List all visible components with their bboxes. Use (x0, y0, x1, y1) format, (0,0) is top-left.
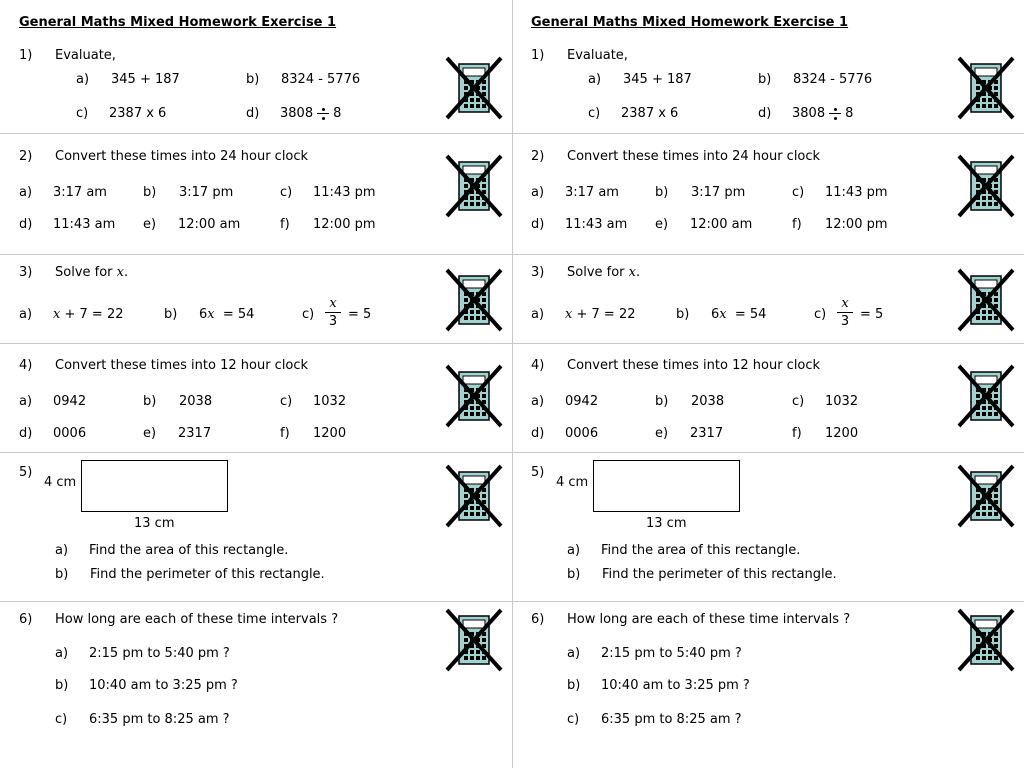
part-d-time: 11:43 am (565, 217, 628, 232)
rectangle-diagram (593, 460, 740, 512)
division-sign-icon (828, 107, 842, 121)
part-f-time: 12:00 pm (313, 217, 376, 232)
question-number: 2) (19, 149, 33, 164)
part-a-time: 0942 (53, 394, 87, 409)
part-b-equation: 6x = 54 (711, 307, 767, 322)
part-b-task: Find the perimeter of this rectangle. (602, 567, 837, 582)
part-b-time: 2038 (691, 394, 725, 409)
part-a-equation: x + 7 = 22 (53, 307, 124, 322)
part-label: d) (758, 106, 772, 121)
part-label: a) (55, 543, 69, 558)
part-c-expression: 2387 x 6 (621, 106, 679, 121)
part-label: e) (143, 426, 157, 441)
part-b-time: 3:17 pm (691, 185, 746, 200)
fraction-bar (325, 312, 341, 313)
row-divider (0, 254, 1024, 255)
question-prompt: How long are each of these time intervals ? (567, 612, 851, 627)
part-f-time: 1200 (313, 426, 347, 441)
part-label: d) (246, 106, 260, 121)
part-label: d) (531, 217, 545, 232)
question-number: 5) (531, 465, 545, 480)
part-label: e) (655, 217, 669, 232)
part-label: c) (792, 394, 805, 409)
rectangle-height-label: 4 cm (556, 475, 589, 490)
part-label: e) (143, 217, 157, 232)
part-label: c) (814, 307, 827, 322)
part-c-time: 11:43 pm (825, 185, 888, 200)
question-prompt: Solve for x. (567, 265, 641, 280)
fraction-bar (837, 312, 853, 313)
part-label: b) (55, 678, 69, 693)
question-number: 3) (19, 265, 33, 280)
part-label: b) (655, 394, 669, 409)
numerator: x (841, 296, 849, 311)
part-label: f) (280, 426, 290, 441)
part-a-time: 0942 (565, 394, 599, 409)
rectangle-height-label: 4 cm (44, 475, 77, 490)
part-label: c) (76, 106, 89, 121)
question-number: 4) (19, 358, 33, 373)
no-calculator-icon (443, 608, 505, 672)
part-label: e) (655, 426, 669, 441)
rectangle-diagram (81, 460, 228, 512)
part-a-task: Find the area of this rectangle. (89, 543, 289, 558)
worksheet-right (512, 0, 1024, 768)
no-calculator-icon (955, 268, 1017, 332)
part-label: b) (676, 307, 690, 322)
fraction (325, 296, 341, 329)
part-label: c) (302, 307, 315, 322)
question-number: 5) (19, 465, 33, 480)
part-a-expression: 345 + 187 (623, 72, 692, 87)
no-calculator-icon (955, 608, 1017, 672)
part-label: c) (280, 394, 293, 409)
part-c-time: 1032 (313, 394, 347, 409)
part-label: b) (55, 567, 69, 582)
row-divider (0, 133, 1024, 134)
part-label: a) (531, 185, 545, 200)
part-label: d) (531, 426, 545, 441)
part-label: a) (55, 646, 69, 661)
part-label: b) (758, 72, 772, 87)
question-number: 6) (19, 612, 33, 627)
part-c-equation: = 5 (860, 307, 884, 322)
part-label: b) (246, 72, 260, 87)
question-prompt: Convert these times into 12 hour clock (55, 358, 309, 373)
part-label: b) (567, 678, 581, 693)
question-prompt: Evaluate, (567, 48, 628, 63)
no-calculator-icon (955, 154, 1017, 218)
part-label: d) (19, 217, 33, 232)
rectangle-width-label: 13 cm (646, 516, 687, 531)
part-a-equation: x + 7 = 22 (565, 307, 636, 322)
part-b-interval: 10:40 am to 3:25 pm ? (601, 678, 750, 693)
part-label: a) (567, 543, 581, 558)
question-number: 1) (19, 48, 33, 63)
question-prompt: Evaluate, (55, 48, 116, 63)
question-prompt: How long are each of these time intervals ? (55, 612, 339, 627)
part-label: c) (280, 185, 293, 200)
part-label: a) (19, 185, 33, 200)
part-b-interval: 10:40 am to 3:25 pm ? (89, 678, 238, 693)
part-label: a) (567, 646, 581, 661)
row-divider (0, 343, 1024, 344)
part-c-expression: 2387 x 6 (109, 106, 167, 121)
part-e-time: 12:00 am (690, 217, 753, 232)
worksheet-title: General Maths Mixed Homework Exercise 1 (19, 15, 337, 30)
part-c-interval: 6:35 pm to 8:25 am ? (89, 712, 230, 727)
question-number: 4) (531, 358, 545, 373)
question-prompt: Convert these times into 24 hour clock (567, 149, 821, 164)
part-label: b) (567, 567, 581, 582)
part-label: a) (76, 72, 90, 87)
part-b-time: 2038 (179, 394, 213, 409)
part-d-time: 11:43 am (53, 217, 116, 232)
part-c-interval: 6:35 pm to 8:25 am ? (601, 712, 742, 727)
worksheet-title: General Maths Mixed Homework Exercise 1 (531, 15, 849, 30)
part-e-time: 2317 (178, 426, 212, 441)
numerator: x (329, 296, 337, 311)
part-a-task: Find the area of this rectangle. (601, 543, 801, 558)
part-b-expression: 8324 - 5776 (793, 72, 873, 87)
no-calculator-icon (955, 56, 1017, 120)
fraction (837, 296, 853, 329)
part-label: b) (143, 394, 157, 409)
part-e-time: 12:00 am (178, 217, 241, 232)
part-label: f) (280, 217, 290, 232)
part-d-expression: 3808 8 (280, 106, 342, 121)
part-e-time: 2317 (690, 426, 724, 441)
part-label: c) (567, 712, 580, 727)
part-label: a) (531, 394, 545, 409)
part-label: a) (531, 307, 545, 322)
part-label: c) (588, 106, 601, 121)
no-calculator-icon (443, 154, 505, 218)
part-label: b) (164, 307, 178, 322)
part-f-time: 1200 (825, 426, 859, 441)
no-calculator-icon (443, 56, 505, 120)
part-label: f) (792, 426, 802, 441)
part-c-time: 1032 (825, 394, 859, 409)
part-d-time: 0006 (565, 426, 599, 441)
no-calculator-icon (443, 268, 505, 332)
denominator: 3 (840, 314, 850, 329)
part-c-time: 11:43 pm (313, 185, 376, 200)
part-label: b) (143, 185, 157, 200)
part-a-expression: 345 + 187 (111, 72, 180, 87)
part-d-expression: 3808 8 (792, 106, 854, 121)
part-a-interval: 2:15 pm to 5:40 pm ? (89, 646, 230, 661)
part-f-time: 12:00 pm (825, 217, 888, 232)
part-label: d) (19, 426, 33, 441)
part-label: b) (655, 185, 669, 200)
question-prompt: Solve for x. (55, 265, 129, 280)
part-label: a) (588, 72, 602, 87)
question-number: 6) (531, 612, 545, 627)
part-b-time: 3:17 pm (179, 185, 234, 200)
part-b-task: Find the perimeter of this rectangle. (90, 567, 325, 582)
no-calculator-icon (443, 464, 505, 528)
part-label: a) (19, 307, 33, 322)
part-label: c) (55, 712, 68, 727)
part-label: a) (19, 394, 33, 409)
question-number: 1) (531, 48, 545, 63)
part-label: c) (792, 185, 805, 200)
column-divider (512, 0, 513, 768)
part-a-interval: 2:15 pm to 5:40 pm ? (601, 646, 742, 661)
question-prompt: Convert these times into 24 hour clock (55, 149, 309, 164)
part-b-equation: 6x = 54 (199, 307, 255, 322)
question-prompt: Convert these times into 12 hour clock (567, 358, 821, 373)
part-d-time: 0006 (53, 426, 87, 441)
part-label: f) (792, 217, 802, 232)
no-calculator-icon (955, 364, 1017, 428)
question-number: 3) (531, 265, 545, 280)
no-calculator-icon (955, 464, 1017, 528)
question-number: 2) (531, 149, 545, 164)
denominator: 3 (328, 314, 338, 329)
no-calculator-icon (443, 364, 505, 428)
part-a-time: 3:17 am (53, 185, 107, 200)
row-divider (0, 601, 1024, 602)
part-a-time: 3:17 am (565, 185, 619, 200)
part-b-expression: 8324 - 5776 (281, 72, 361, 87)
rectangle-width-label: 13 cm (134, 516, 175, 531)
part-c-equation: = 5 (348, 307, 372, 322)
division-sign-icon (316, 107, 330, 121)
row-divider (0, 452, 1024, 453)
